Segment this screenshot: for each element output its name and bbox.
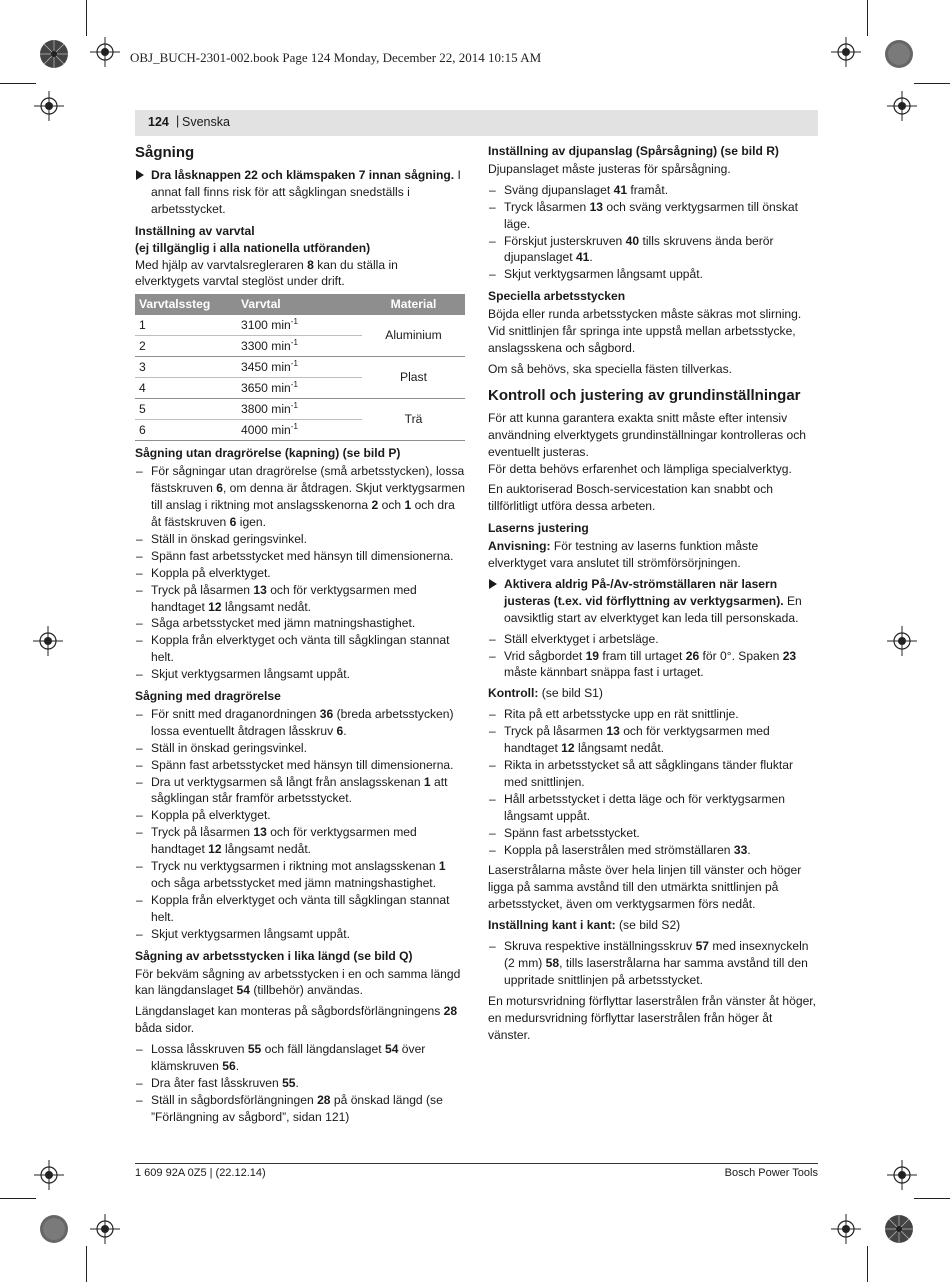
- table-header-material: Material: [362, 294, 465, 315]
- section-title-kontroll: Kontroll och justering av grundinställningar: [488, 386, 801, 404]
- table-header-step: Varvtalssteg: [135, 294, 237, 315]
- table-row: 3 3450 $\min^{-1}$ Plast: [135, 357, 465, 378]
- list-item: – Tryck på låsarmen 13 och för verktygsarmen med handtaget 12 långsamt nedåt.: [135, 582, 465, 616]
- list-item: – Lossa låsskruven 55 och fäll längdanslaget 54 över klämskruven 56.: [135, 1041, 465, 1075]
- table-row: 6 4000 $\min^{-1}$: [135, 420, 465, 441]
- list-item: – Sväng djupanslaget 41 framåt.: [488, 182, 818, 199]
- registration-target-icon: [34, 1160, 64, 1190]
- list-djupanslag: [488, 182, 818, 283]
- table-header-speed: Varvtal: [237, 294, 362, 315]
- list-item: – Skjut verktygsarmen långsamt uppåt.: [135, 926, 465, 943]
- page-language: Svenska: [182, 115, 230, 129]
- list-kapning: [135, 463, 465, 683]
- registration-star-icon: [884, 1214, 914, 1244]
- registration-star-icon: [39, 39, 69, 69]
- paragraph-lika-1: För bekväm sågning av arbetsstycken i en och samma längd kan längdanslaget 54 (tillbehör) användas.: [135, 966, 461, 998]
- paragraph-kontroll-label: Kontroll: (se bild S1): [488, 686, 603, 701]
- left-column: [135, 143, 465, 1130]
- registration-target-icon: [33, 626, 63, 656]
- paragraph-varvtal: Med hjälp av varvtalsregleraren 8 kan du ställa in elverktygets varvtal steglöst under drift.: [135, 257, 398, 289]
- list-item: – Ställ elverktyget i arbetsläge.: [488, 631, 818, 648]
- list-item: – Spänn fast arbetsstycket med hänsyn till dimensionerna.: [135, 548, 465, 565]
- list-item: – Skjut verktygsarmen långsamt uppåt.: [135, 666, 465, 683]
- paragraph-kontroll-1: För att kunna garantera exakta snitt måste efter intensiv användning elverktygets grundinställningar kontrolleras och eventuellt justeras.: [488, 410, 806, 459]
- heading-varvtal: Inställning av varvtal (ej tillgänglig i alla nationella utföranden): [135, 223, 371, 255]
- list-item: – Vrid sågbordet 19 fram till urtaget 26 för 0°. Spaken 23 måste kännbart snäppa fast i urtaget.: [488, 648, 818, 682]
- list-item: – Ställ in sågbordsförlängningen 28 på önskad längd (se ”Förlängning av sågbord”, sidan 121): [135, 1092, 465, 1126]
- list-kant: [488, 938, 818, 989]
- list-lika-langd: [135, 1041, 465, 1126]
- registration-target-icon: [887, 1160, 917, 1190]
- list-item: – Ställ in önskad geringsvinkel.: [135, 740, 465, 757]
- heading-djupanslag: Inställning av djupanslag (Spårsågning) (se bild R): [488, 144, 779, 158]
- list-laser: [488, 631, 818, 682]
- list-item: – Dra ut verktygsarmen så långt från anslagsskenan 1 att sågklingan står framför arbetsstycket.: [135, 774, 465, 808]
- material-cell: Trä: [362, 399, 465, 441]
- material-cell: Plast: [362, 357, 465, 399]
- list-item: – Tryck nu verktygsarmen i riktning mot anslagsskenan 1 och såga arbetsstycket med jämn matningshastighet.: [135, 858, 465, 892]
- heading-lika-langd: Sågning av arbetsstycken i lika längd (se bild Q): [135, 948, 413, 963]
- list-item: – Spänn fast arbetsstycket med hänsyn till dimensionerna.: [135, 757, 465, 774]
- book-file-header: OBJ_BUCH-2301-002.book Page 124 Monday, December 22, 2014 10:15 AM: [130, 50, 542, 65]
- paragraph-anvisning: Anvisning: För testning av laserns funktion måste elverktyget vara anslutet till strömförsörjningen.: [488, 539, 759, 571]
- list-dragrorelse: [135, 706, 465, 943]
- right-column: [488, 143, 818, 1048]
- heading-laserns-justering: Laserns justering: [488, 521, 589, 536]
- list-item: – Förskjut justerskruven 40 tills skruvens ända berör djupanslaget 41.: [488, 233, 818, 267]
- table-row: 2 3300 $\min^{-1}$: [135, 336, 465, 357]
- footer-brand: Bosch Power Tools: [724, 1167, 818, 1179]
- list-item: – För snitt med draganordningen 36 (breda arbetsstycken) lossa eventuellt åtdragen låsskruv 6.: [135, 706, 465, 740]
- paragraph-speciella-2: Om så behövs, ska speciella fästen tillverkas.: [488, 361, 732, 376]
- paragraph-laserstralar: Laserstrålarna måste över hela linjen till vänster och höger ligga på samma avstånd till den utmärkta snittlinjen på arbetsstycket, även om verktygsarmen förs nedåt.: [488, 863, 802, 912]
- paragraph-speciella-1: Böjda eller runda arbetsstycken måste säkras mot slirning. Vid snittlinjen får springa inte uppstå mellan arbetsstycke, anslagsskena och sågbord.: [488, 307, 802, 355]
- list-item: – Koppla på elverktyget.: [135, 565, 465, 582]
- warning-triangle-icon: [136, 170, 144, 180]
- footer-rule: [135, 1163, 818, 1164]
- section-title-sagning: Sågning: [135, 144, 195, 161]
- paragraph-kontroll-3: En auktoriserad Bosch-servicestation kan snabbt och tillförlitligt utföra dessa arbeten.: [488, 482, 774, 514]
- list-item: – Rita på ett arbetsstycke upp en rät snittlinje.: [488, 706, 818, 723]
- header-separator: |: [176, 114, 180, 128]
- paragraph-vridning: En motursvridning förflyttar laserstrålen från vänster åt höger, en medursvridning förflyttar laserstrålen från höger åt vänster.: [488, 993, 817, 1042]
- list-item: – Koppla från elverktyget och vänta till sågklingan stannat helt.: [135, 892, 465, 926]
- list-item: – Koppla från elverktyget och vänta till sågklingan stannat helt.: [135, 632, 465, 666]
- list-item: – Tryck på låsarmen 13 och för verktygsarmen med handtaget 12 långsamt nedåt.: [488, 723, 818, 757]
- registration-dial-icon: [884, 39, 914, 69]
- registration-dial-icon: [39, 1214, 69, 1244]
- list-item: – Skjut verktygsarmen långsamt uppåt.: [488, 266, 818, 283]
- heading-speciella: Speciella arbetsstycken: [488, 289, 626, 304]
- safety-warning: Aktivera aldrig På-/Av-strömställaren när lasern justeras (t.ex. vid förflyttning av verktygsarmen). En oavsiktlig start av elverktyget kan leda till personskada.: [488, 576, 818, 627]
- paragraph-kontroll-2: För detta behövs erfarenhet och lämpliga specialverktyg.: [488, 461, 792, 476]
- warning-triangle-icon: [489, 579, 497, 589]
- list-item: – Koppla på laserstrålen med strömställaren 33.: [488, 842, 818, 859]
- page-header-band: [135, 110, 818, 136]
- safety-warning: Dra låsknappen 22 och klämspaken 7 innan sågning. I annat fall finns risk för att sågklingan snedställs i arbetsstycket.: [135, 167, 465, 218]
- registration-target-icon: [90, 1214, 120, 1244]
- registration-target-icon: [831, 37, 861, 67]
- list-item: – Såga arbetsstycket med jämn matningshastighet.: [135, 615, 465, 632]
- page-number: 124: [148, 115, 169, 129]
- list-kontroll: [488, 706, 818, 858]
- paragraph-djupanslag: Djupanslaget måste justeras för spårsågning.: [488, 161, 731, 176]
- registration-target-icon: [34, 91, 64, 121]
- list-item: – Tryck på låsarmen 13 och för verktygsarmen med handtaget 12 långsamt nedåt.: [135, 824, 465, 858]
- list-item: – Dra åter fast låsskruven 55.: [135, 1075, 465, 1092]
- registration-target-icon: [831, 1214, 861, 1244]
- list-item: – Ställ in önskad geringsvinkel.: [135, 531, 465, 548]
- material-cell: Aluminium: [362, 315, 465, 357]
- table-row: 4 3650 $\min^{-1}$: [135, 378, 465, 399]
- table-row: 1 3100 $\min^{-1}$ Aluminium: [135, 315, 465, 336]
- registration-target-icon: [887, 626, 917, 656]
- heading-kapning: Sågning utan dragrörelse (kapning) (se bild P): [135, 446, 401, 461]
- paragraph-kant-label: Inställning kant i kant: (se bild S2): [488, 918, 681, 933]
- paragraph-lika-2: Längdanslaget kan monteras på sågbordsförlängningens 28 båda sidor.: [135, 1004, 458, 1036]
- footer-document-id: 1 609 92A 0Z5 | (22.12.14): [135, 1167, 266, 1179]
- registration-target-icon: [90, 37, 120, 67]
- list-item: – Skruva respektive inställningsskruv 57 med insexnyckeln (2 mm) 58, tills laserstrålarna har samma avstånd till den uppritade snittlinjen på arbetsstycket.: [488, 938, 818, 989]
- list-item: – Tryck låsarmen 13 och sväng verktygsarmen till önskat läge.: [488, 199, 818, 233]
- heading-dragrorelse: Sågning med dragrörelse: [135, 689, 281, 704]
- registration-target-icon: [887, 91, 917, 121]
- table-row: 5 3800 $\min^{-1}$ Trä: [135, 399, 465, 420]
- list-item: – Koppla på elverktyget.: [135, 807, 465, 824]
- list-item: – För sågningar utan dragrörelse (små arbetsstycken), lossa fästskruven 6, om denna är åtdragen. Skjut verktygsarmen till anslag i riktning mot anslagsskenorna 2 och 1 och dra åt fästskruven 6 igen.: [135, 463, 465, 531]
- list-item: – Rikta in arbetsstycket så att sågklingans tänder fluktar med snittlinjen.: [488, 757, 818, 791]
- list-item: – Håll arbetsstycket i detta läge och för verktygsarmen långsamt uppåt.: [488, 791, 818, 825]
- speed-table: [135, 294, 465, 441]
- list-item: – Spänn fast arbetsstycket.: [488, 825, 818, 842]
